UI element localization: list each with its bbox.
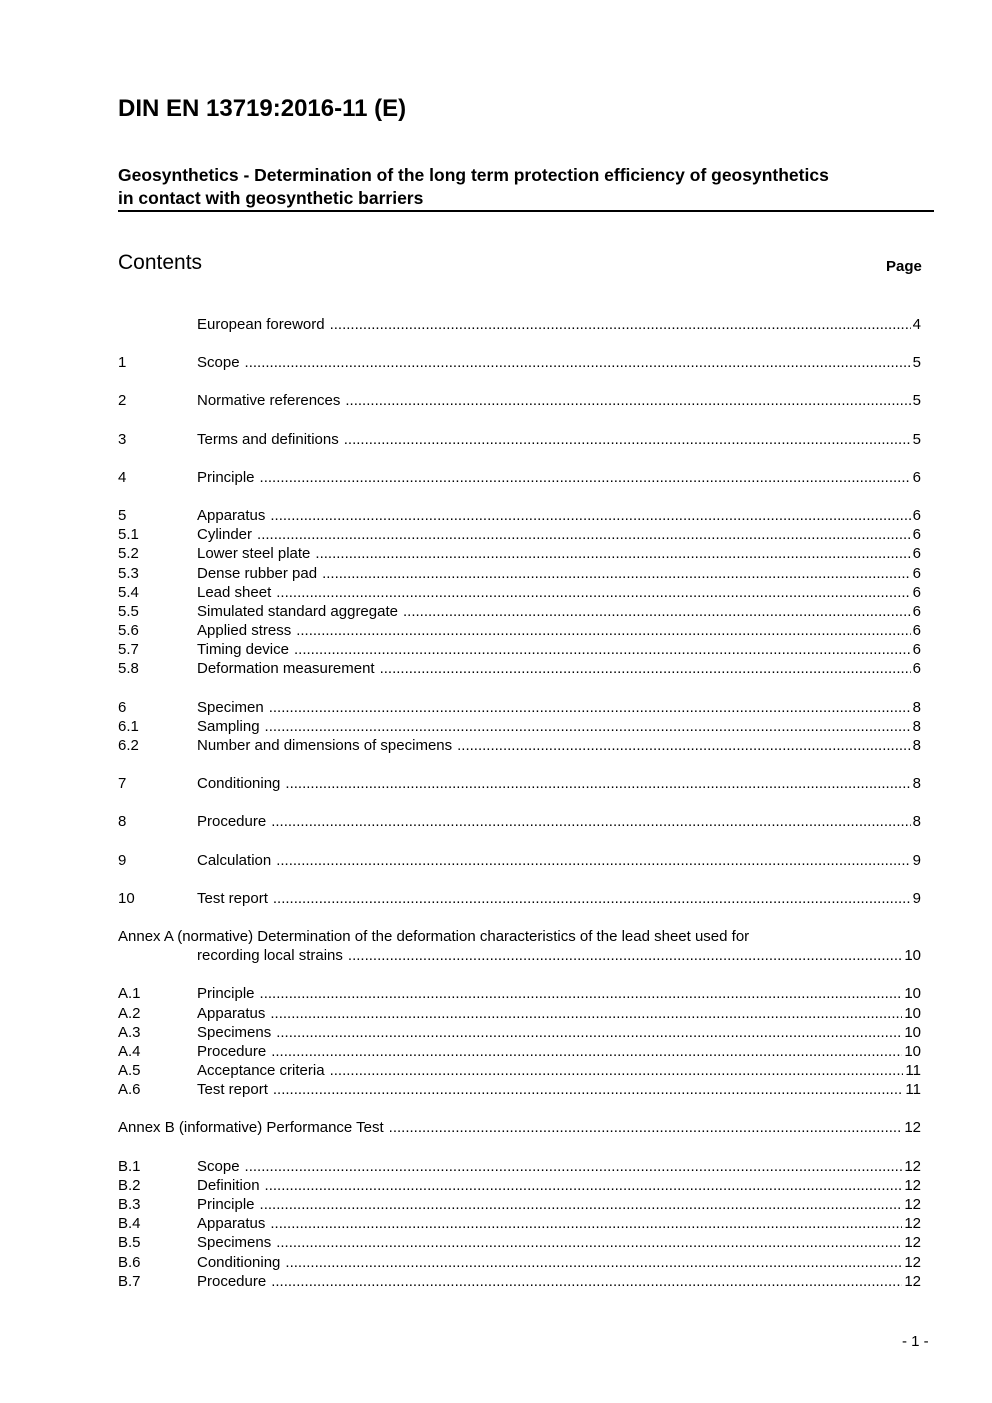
toc-dot-leader	[457, 736, 911, 755]
toc-entry-title: Principle	[197, 1196, 255, 1213]
toc-dot-leader	[380, 659, 911, 678]
toc-entry-title: Timing device	[197, 641, 289, 659]
toc-dot-leader	[403, 602, 911, 621]
toc-entry-number: A.3	[118, 1023, 141, 1041]
toc-entry-page: 4	[912, 316, 921, 333]
subtitle-line-1: Geosynthetics - Determination of the long term protection efficiency of geosynthetics	[118, 165, 829, 185]
toc-entry-number: 5.8	[118, 660, 139, 678]
subtitle-line-2: in contact with geosynthetic barriers	[118, 188, 424, 208]
toc-entry-title: Definition	[197, 1176, 260, 1194]
toc-entry-number: 2	[118, 392, 127, 410]
toc-entry-page: 6	[912, 641, 921, 659]
toc-dot-leader	[260, 984, 903, 1003]
toc-entry-title: Normative references	[197, 392, 341, 410]
toc-dot-leader	[322, 564, 911, 583]
toc-entry-page: 5	[912, 354, 921, 372]
annex-b-title-row	[118, 1118, 921, 1137]
toc-entry-page: 8	[912, 737, 921, 754]
toc-entry-number: A.1	[118, 985, 141, 1003]
toc-entry[interactable]	[118, 525, 921, 544]
toc-dot-leader	[270, 506, 910, 525]
toc-group	[118, 391, 921, 410]
toc-group	[118, 315, 921, 334]
page-column-heading: Page	[886, 258, 922, 275]
toc-dot-leader	[330, 1061, 904, 1080]
toc-group	[118, 812, 921, 831]
toc-entry[interactable]	[118, 1023, 921, 1042]
toc-entry-number: 5.7	[118, 641, 139, 659]
toc-entry-title: Specimens	[197, 1023, 272, 1041]
toc-entry-page: 9	[912, 889, 921, 907]
toc-entry-page: 10	[904, 947, 921, 965]
toc-entry-number: 1	[118, 354, 127, 372]
toc-entry-number: 9	[118, 851, 127, 869]
toc-entry-page: 5	[912, 430, 921, 448]
page-number: - 1 -	[902, 1333, 929, 1350]
toc-entry-number: B.7	[118, 1272, 141, 1290]
toc-entry[interactable]	[118, 698, 921, 717]
toc-entry-number: B.6	[118, 1253, 141, 1271]
toc-entry[interactable]	[118, 1157, 921, 1176]
toc-dot-leader	[271, 812, 910, 831]
annex-a-title-line-1: Annex A (normative) Determination of the deformation characteristics of the lead sheet used for	[118, 927, 750, 945]
toc-entry[interactable]	[118, 717, 921, 736]
toc-entry-number: 6	[118, 698, 127, 716]
toc-entry-number: 6.1	[118, 717, 139, 735]
toc-entry-page: 6	[912, 602, 921, 620]
toc-entry[interactable]	[118, 621, 921, 640]
toc-entry-title: Calculation	[197, 851, 272, 869]
toc-dot-leader	[273, 889, 911, 908]
toc-entry-title: European foreword	[197, 316, 325, 333]
toc-entry-page: 12	[904, 1176, 921, 1194]
toc-entry-page: 12	[904, 1157, 921, 1175]
toc-entry-page: 6	[912, 506, 921, 524]
toc-entry-page: 12	[904, 1234, 921, 1252]
toc-group	[118, 468, 921, 487]
toc-entry-title: Annex B (informative) Performance Test	[118, 1119, 384, 1137]
toc-entry[interactable]	[118, 736, 921, 755]
toc-dot-leader	[260, 1195, 903, 1214]
toc-entry[interactable]	[118, 602, 921, 621]
toc-entry-number: 5	[118, 506, 127, 524]
toc-dot-leader	[285, 1253, 902, 1272]
toc-dot-leader	[276, 851, 910, 870]
toc-dot-leader	[276, 1233, 902, 1252]
toc-entry-number: B.1	[118, 1157, 141, 1175]
title-divider	[118, 210, 934, 212]
toc-dot-leader	[270, 1214, 902, 1233]
toc-entry[interactable]	[118, 391, 921, 410]
toc-entry[interactable]	[118, 640, 921, 659]
toc-entry[interactable]	[118, 544, 921, 563]
toc-group	[118, 430, 921, 449]
toc-entry-number: 5.3	[118, 564, 139, 582]
toc-entry-number: 5.5	[118, 602, 139, 620]
contents-heading: Contents	[118, 251, 203, 274]
toc-entry-title: Procedure	[197, 1042, 267, 1060]
toc-dot-leader	[276, 1023, 902, 1042]
toc-entry-number: 5.4	[118, 583, 139, 601]
toc-entry[interactable]	[118, 812, 921, 831]
toc-entry[interactable]	[118, 1004, 921, 1023]
toc-entry-page: 6	[912, 468, 921, 486]
toc-dot-leader	[344, 430, 911, 449]
toc-entry-title: Specimen	[197, 698, 264, 716]
toc-entry-number: 10	[118, 889, 135, 907]
toc-entry-page: 9	[912, 851, 921, 869]
toc-entry-page: 12	[904, 1196, 921, 1213]
toc-group	[118, 774, 921, 793]
toc-entry-title: Number and dimensions of specimens	[197, 737, 453, 754]
toc-entry[interactable]	[118, 430, 921, 449]
toc-entry[interactable]	[118, 315, 921, 334]
toc-entry[interactable]	[118, 468, 921, 487]
toc-entry-page: 5	[912, 392, 921, 410]
toc-group	[118, 353, 921, 372]
toc-entry-page: 11	[905, 1062, 921, 1080]
toc-entry[interactable]	[118, 353, 921, 372]
toc-entry[interactable]	[118, 659, 921, 678]
toc-entry-title: Principle	[197, 468, 255, 486]
toc-entry-title: Conditioning	[197, 1253, 281, 1271]
toc-entry-title: Test report	[197, 1081, 268, 1099]
document-subtitle	[118, 164, 934, 210]
toc-entry-page: 6	[912, 564, 921, 582]
toc-entry[interactable]	[118, 851, 921, 870]
toc-dot-leader	[330, 315, 911, 334]
toc-entry[interactable]	[118, 984, 921, 1003]
toc-entry[interactable]	[118, 1195, 921, 1214]
toc-entry-title: Scope	[197, 1157, 240, 1175]
toc-entry[interactable]	[118, 1176, 921, 1195]
toc-entry-title: Sampling	[197, 717, 260, 735]
toc-entry-number: 8	[118, 813, 127, 831]
toc-entry[interactable]	[118, 1080, 921, 1099]
table-of-contents	[118, 315, 921, 1310]
toc-entry-title: Lead sheet	[197, 583, 272, 601]
toc-entry-page: 11	[905, 1081, 921, 1099]
toc-entry-page: 12	[904, 1119, 921, 1137]
annex-b-heading[interactable]	[118, 1118, 921, 1137]
toc-entry-number: 5.6	[118, 622, 139, 640]
toc-entry-title: Apparatus	[197, 506, 266, 524]
toc-group	[118, 889, 921, 908]
toc-entry-number: 3	[118, 430, 127, 448]
toc-entry[interactable]	[118, 774, 921, 793]
toc-entry-title: Lower steel plate	[197, 545, 311, 563]
toc-entry-number: A.5	[118, 1062, 141, 1080]
toc-entry[interactable]	[118, 889, 921, 908]
toc-dot-leader	[348, 946, 902, 965]
toc-entry-number: B.3	[118, 1196, 141, 1213]
toc-entry[interactable]	[118, 1253, 921, 1272]
toc-entry-number: A.6	[118, 1081, 141, 1099]
toc-dot-leader	[265, 1176, 903, 1195]
toc-dot-leader	[245, 353, 911, 372]
annex-a-items	[118, 984, 921, 1099]
toc-entry-page: 6	[912, 583, 921, 601]
toc-entry-title: recording local strains	[197, 947, 343, 965]
toc-entry-number: A.2	[118, 1004, 141, 1022]
toc-entry-number: 5.1	[118, 526, 139, 544]
toc-dot-leader	[276, 583, 910, 602]
toc-entry-title: Scope	[197, 354, 240, 372]
annex-a-title-line-2	[118, 946, 921, 965]
toc-entry-title: Deformation measurement	[197, 660, 375, 678]
toc-entry-title: Acceptance criteria	[197, 1062, 325, 1080]
toc-dot-leader	[269, 698, 911, 717]
toc-entry-page: 6	[912, 545, 921, 563]
toc-entry-page: 8	[912, 813, 921, 831]
toc-entry-number: B.5	[118, 1234, 141, 1252]
toc-entry-title: Test report	[197, 889, 268, 907]
toc-entry[interactable]	[118, 506, 921, 525]
toc-entry-page: 10	[904, 1042, 921, 1060]
toc-entry[interactable]	[118, 583, 921, 602]
annex-a-heading[interactable]	[118, 927, 921, 965]
toc-dot-leader	[389, 1118, 903, 1137]
toc-entry-title: Simulated standard aggregate	[197, 602, 398, 620]
toc-dot-leader	[345, 391, 910, 410]
toc-entry-number: 6.2	[118, 737, 139, 754]
toc-group	[118, 698, 921, 756]
toc-entry[interactable]	[118, 564, 921, 583]
toc-dot-leader	[294, 640, 911, 659]
toc-entry-title: Principle	[197, 985, 255, 1003]
toc-entry-title: Apparatus	[197, 1215, 266, 1233]
toc-group	[118, 851, 921, 870]
toc-entry-page: 8	[912, 775, 921, 793]
toc-entry-title: Apparatus	[197, 1004, 266, 1022]
toc-dot-leader	[273, 1080, 904, 1099]
toc-dot-leader	[265, 717, 911, 736]
toc-entry-title: Specimens	[197, 1234, 272, 1252]
toc-entry-page: 6	[912, 526, 921, 544]
toc-entry[interactable]	[118, 1272, 921, 1291]
toc-entry-title: Applied stress	[197, 622, 292, 640]
toc-entry-title: Procedure	[197, 813, 267, 831]
toc-entry-number: 5.2	[118, 545, 139, 563]
toc-dot-leader	[270, 1004, 902, 1023]
toc-entry-page: 12	[904, 1272, 921, 1290]
toc-entry-page: 10	[904, 1023, 921, 1041]
toc-entry-number: B.4	[118, 1215, 141, 1233]
toc-dot-leader	[245, 1157, 903, 1176]
toc-entry-page: 6	[912, 660, 921, 678]
annex-b-items	[118, 1157, 921, 1291]
toc-dot-leader	[296, 621, 910, 640]
toc-entry[interactable]	[118, 1061, 921, 1080]
toc-entry-number: B.2	[118, 1176, 141, 1194]
toc-entry-page: 8	[912, 717, 921, 735]
toc-entry-title: Procedure	[197, 1272, 267, 1290]
toc-dot-leader	[271, 1042, 902, 1061]
toc-entry-page: 12	[904, 1215, 921, 1233]
toc-entry[interactable]	[118, 1214, 921, 1233]
toc-entry[interactable]	[118, 1042, 921, 1061]
toc-entry-title: Cylinder	[197, 526, 253, 544]
toc-dot-leader	[271, 1272, 902, 1291]
toc-entry-title: Dense rubber pad	[197, 564, 318, 582]
toc-entry[interactable]	[118, 1233, 921, 1252]
toc-entry-number: 4	[118, 468, 127, 486]
toc-entry-page: 10	[904, 985, 921, 1003]
toc-entry-page: 10	[904, 1004, 921, 1022]
toc-dot-leader	[285, 774, 910, 793]
toc-dot-leader	[257, 525, 911, 544]
toc-entry-title: Terms and definitions	[197, 430, 339, 448]
document-title: DIN EN 13719:2016-11 (E)	[118, 95, 407, 122]
toc-entry-number: 7	[118, 775, 127, 793]
toc-dot-leader	[315, 544, 910, 563]
toc-entry-page: 12	[904, 1253, 921, 1271]
toc-dot-leader	[260, 468, 911, 487]
toc-group	[118, 506, 921, 679]
toc-entry-number: A.4	[118, 1042, 141, 1060]
toc-entry-page: 6	[912, 622, 921, 640]
toc-entry-page: 8	[912, 698, 921, 716]
toc-entry-title: Conditioning	[197, 775, 281, 793]
